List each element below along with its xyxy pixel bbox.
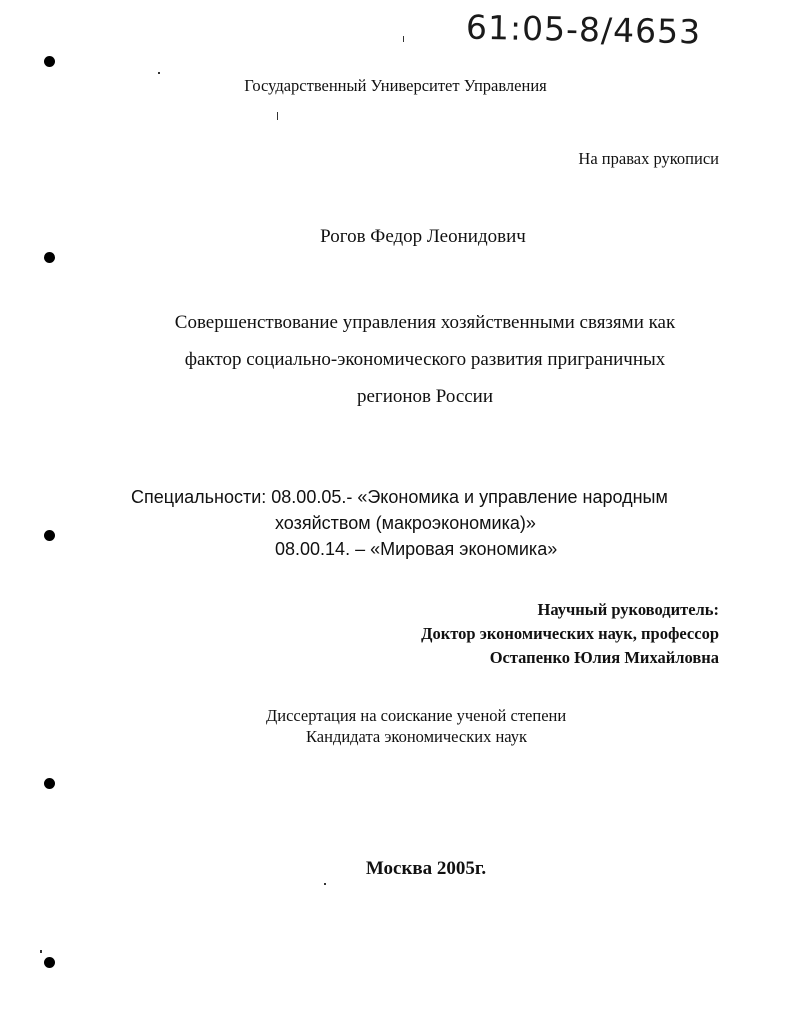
degree-line: Диссертация на соискание ученой степени: [266, 706, 567, 725]
title-line: фактор социально-экономического развития приграничных: [184, 349, 666, 370]
scan-speck: [277, 112, 278, 120]
binding-hole: [44, 56, 55, 67]
advisor-name: Остапенко Юлия Михайловна: [489, 648, 719, 667]
degree-statement: [266, 705, 566, 747]
university-name: Государственный Университет Управления: [244, 76, 547, 95]
archive-stamp: 61:05-8/4653: [465, 7, 702, 52]
degree-line: Кандидата экономических наук: [306, 727, 528, 746]
specialty-row: [131, 484, 668, 510]
specialty-line: 08.00.14. – «Мировая экономика»: [275, 539, 558, 559]
specialties-label: Специальности:: [131, 487, 267, 507]
scan-speck: [158, 72, 160, 74]
binding-hole: [44, 530, 55, 541]
title-line: Совершенствование управления хозяйственными связями как: [174, 312, 676, 333]
advisor-heading: Научный руководитель:: [537, 600, 719, 619]
specialty-line: 08.00.05.- «Экономика и управление народным: [271, 487, 668, 507]
author-name: Рогов Федор Леонидович: [320, 226, 526, 247]
binding-hole: [44, 957, 55, 968]
binding-hole: [44, 252, 55, 263]
specialty-line: хозяйством (макроэкономика)»: [275, 513, 536, 533]
scan-speck: [403, 36, 404, 42]
manuscript-rights: На правах рукописи: [578, 149, 719, 168]
advisor-degree: Доктор экономических наук, профессор: [421, 624, 719, 643]
dissertation-title: [120, 304, 730, 415]
scan-speck: [40, 950, 42, 953]
binding-hole: [44, 778, 55, 789]
scan-speck: [324, 883, 326, 885]
title-line: регионов России: [356, 386, 494, 407]
city-year: Москва 2005г.: [365, 858, 487, 879]
specialties-block: [131, 484, 668, 562]
advisor-block: [421, 598, 719, 670]
